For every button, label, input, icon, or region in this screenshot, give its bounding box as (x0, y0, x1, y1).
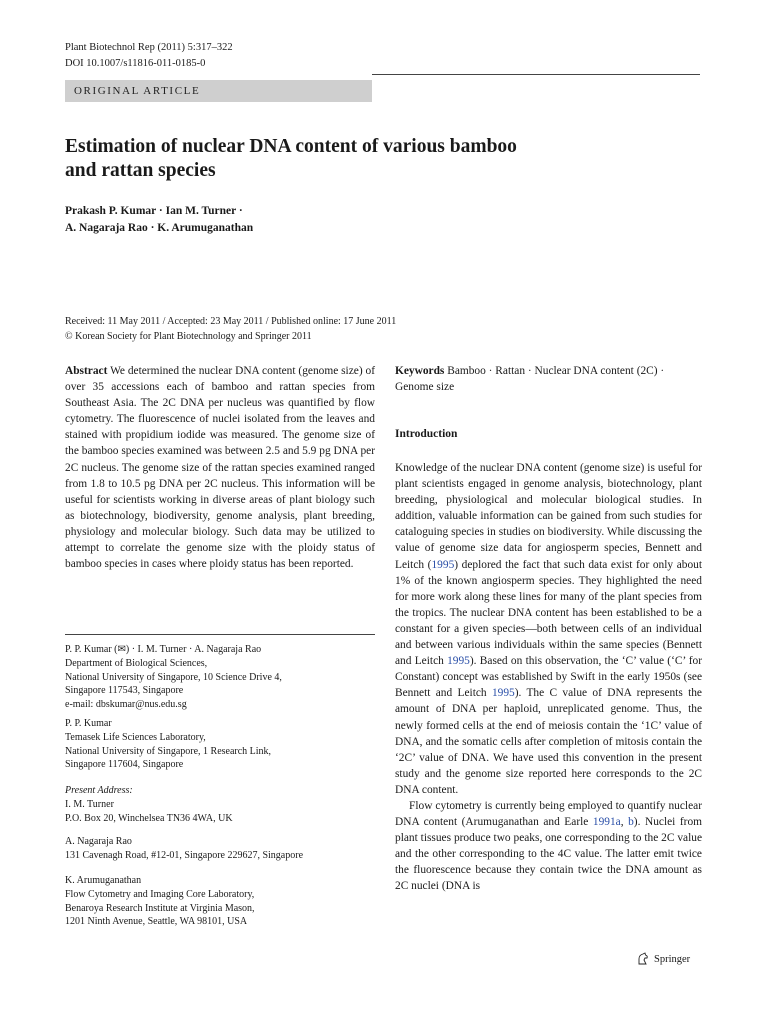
abstract-label: Abstract (65, 365, 108, 377)
affiliation-block-1: P. P. Kumar (✉) · I. M. Turner · A. Nagaraja Rao Department of Biological Sciences, National University of Singapore, 10 Science Drive 4, Singapore 117543, Singapore e-mail: dbskumar@nus.edu.sg (65, 643, 375, 712)
springer-horse-icon (636, 952, 650, 966)
affiliation-block-5: K. Arumuganathan Flow Cytometry and Imaging Core Laboratory, Benaroya Research Institute at Virginia Mason, 1201 Ninth Avenue, Seattle, WA 98101, USA (65, 875, 255, 928)
paper-title-line1: Estimation of nuclear DNA content of various bamboo (65, 136, 517, 157)
citation-link[interactable]: 1995 (447, 655, 470, 668)
paper-title (65, 135, 625, 183)
author-list (65, 203, 253, 237)
publication-dates (65, 314, 396, 344)
citation-link[interactable]: b (628, 816, 634, 829)
introduction-heading: Introduction (395, 428, 458, 440)
intro-paragraph-1: Knowledge of the nuclear DNA content (genome size) is useful for plant scientists engaged in genome analysis, biotechnology, plant breeding, physiological and molecular biological studies. In addition, valuable information can be gained from such studies for cataloguing species in studies on biodiversity. While discussing the value of genome size data for angiosperm species, Bennett and Leitch (1995) deplored the fact that such data exist for only about 1% of the known angiosperm species. They highlighted the need for more work along these lines for many of the plant species from the tropics. The nuclear DNA content has been established to be a constant for a given species—both between cells of an individual and between various individuals within the same species (Bennett and Leitch 1995). Based on this observation, the ‘C’ value (‘C’ for Constant) concept was established by Swift in the early 1950s (see Bennett and Leitch 1995). The C value of DNA represents the amount of DNA per haploid, unreplicated genome. Thus, the newly formed cells at the end of meiosis contain the ‘1C’ value of DNA, and the somatic cells after completion of mitosis contain the ‘2C’ value of DNA. We have used this convention in the present study and the genome size reported here corresponds to the 2C DNA content. (395, 462, 702, 796)
email-link[interactable]: e-mail: dbskumar@nus.edu.sg (65, 699, 187, 711)
journal-header (65, 40, 233, 72)
authors-line1: Prakash P. Kumar · Ian M. Turner · (65, 205, 243, 217)
abstract-section (65, 363, 375, 572)
copyright-line: © Korean Society for Plant Biotechnology and Springer 2011 (65, 331, 312, 342)
keywords-label: Keywords (395, 365, 445, 377)
keywords-section (395, 363, 702, 395)
journal-doi: DOI 10.1007/s11816-011-0185-0 (65, 58, 206, 69)
intro-paragraph-2: Flow cytometry is currently being employed to quantify nuclear DNA content (Arumuganathan and Earle 1991a, b). Nuclei from plant tissues produce two peaks, one corresponding to the 2C value and the other corresponding to the 4C value. The latter emit twice the fluorescence because they contain twice the DNA amount as 2C nuclei (DNA is (395, 799, 702, 893)
citation-link[interactable]: 1991a (592, 816, 621, 829)
paper-title-line2: and rattan species (65, 160, 216, 181)
article-type-banner: ORIGINAL ARTICLE (65, 80, 372, 102)
affiliation-block-4: A. Nagaraja Rao 131 Cavenagh Road, #12-01, Singapore 229627, Singapore (65, 836, 304, 861)
abstract-text: We determined the nuclear DNA content (genome size) of over 35 accessions each of bamboo and rattan species from Southeast Asia. The 2C DNA per nucleus was quantified by flow cytometry. The fluorescence of nuclei isolated from the leaves and stained with propidium iodide was measured. The genome size of the bamboo species examined was between 2.5 and 5.9 pg DNA per 2C nucleus. The genome size of the rattan species examined ranged from 1.8 to 10.5 pg DNA per 2C nucleus. This information will be useful for scientists working in diverse areas of plant biology such as biotechnology, biodiversity, genome analysis, plant breeding, physiology and molecular biology. Such data may be utilized to attempt to correlate the genome size with the ploidy status of bamboo species in cases where ploidy status has been reported. (65, 365, 375, 571)
affiliation-divider (65, 634, 375, 635)
citation-link[interactable]: 1995 (491, 687, 515, 700)
introduction-body (395, 460, 702, 895)
citation-link[interactable]: 1995 (431, 558, 455, 571)
dates-line: Received: 11 May 2011 / Accepted: 23 May 2011 / Published online: 17 June 2011 (65, 316, 397, 327)
affiliation-authors: P. P. Kumar (✉) · I. M. Turner · A. Nagaraja Rao (65, 644, 262, 655)
present-address-label: Present Address: (65, 785, 133, 796)
keywords-text: Bamboo · Rattan · Nuclear DNA content (2C) · Genome size (395, 365, 665, 394)
authors-line2: A. Nagaraja Rao · K. Arumuganathan (65, 222, 254, 234)
publisher-logo (636, 952, 690, 966)
affiliation-block-2: P. P. Kumar Temasek Life Sciences Laboratory, National University of Singapore, 1 Research Link, Singapore 117604, Singapore (65, 718, 272, 771)
journal-citation: Plant Biotechnol Rep (2011) 5:317–322 (65, 42, 233, 53)
affiliation-block-3: Present Address: I. M. Turner P.O. Box 20, Winchelsea TN36 4WA, UK (65, 784, 375, 825)
publisher-name: Springer (654, 953, 691, 965)
header-divider (372, 74, 700, 75)
